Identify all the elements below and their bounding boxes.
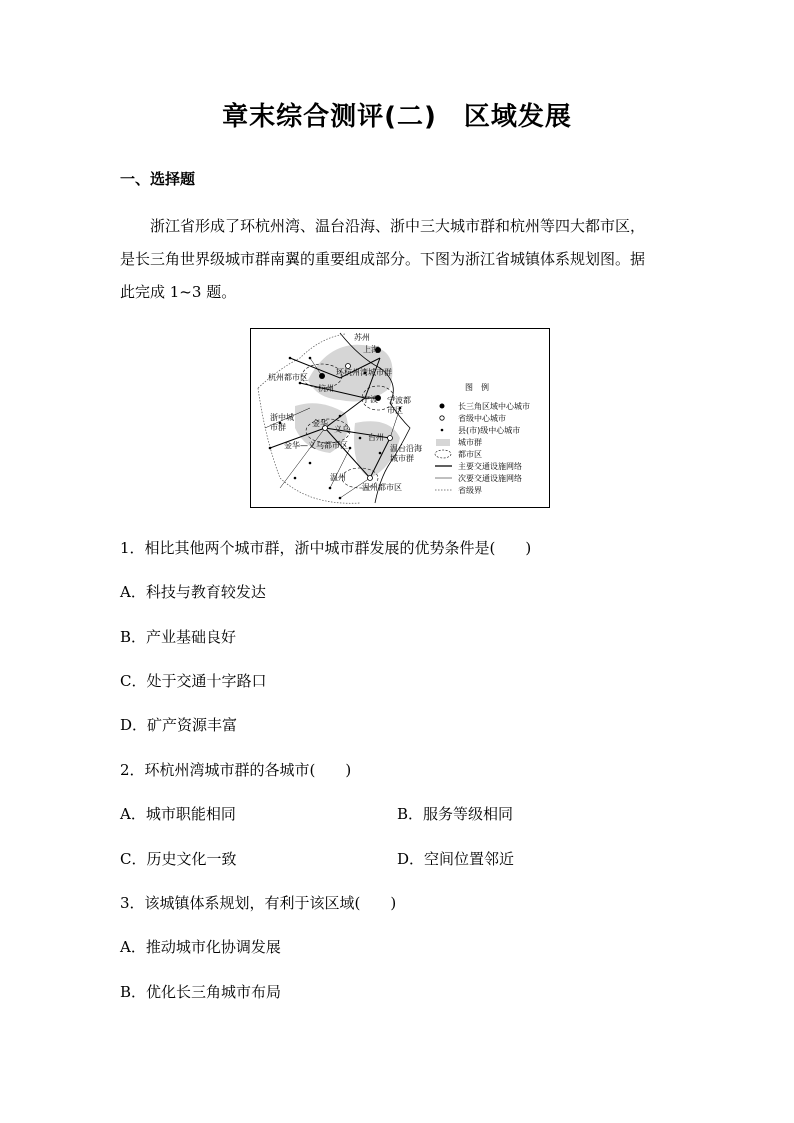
- q2-option-c: C．历史文化一致: [120, 850, 237, 868]
- question-3: 3．该城镇体系规划，有利于该区域( ): [120, 894, 397, 912]
- question-1: 1．相比其他两个城市群，浙中城市群发展的优势条件是( ): [120, 539, 532, 557]
- label-shanghai: 上海: [363, 345, 379, 354]
- label-zhezhong-1: 浙中城: [270, 413, 294, 422]
- q1-option-d: D．矿产资源丰富: [120, 716, 238, 734]
- question-2: 2．环杭州湾城市群的各城市( ): [120, 761, 352, 779]
- label-yiwu: 义乌: [334, 425, 350, 434]
- q1-option-a: A．科技与教育较发达: [120, 583, 266, 601]
- q2-option-a: A．城市职能相同: [120, 805, 236, 823]
- label-hangzhou: 杭州: [318, 384, 334, 393]
- intro-paragraph: [120, 210, 680, 309]
- label-suzhou: 苏州: [354, 333, 370, 342]
- legend-title: 图 例: [465, 383, 489, 392]
- label-zhezhong-2: 市群: [270, 423, 286, 432]
- q1-option-c: C．处于交通十字路口: [120, 672, 267, 690]
- legend-item-1: 省级中心城市: [458, 414, 506, 423]
- label-hangzhou-metro: 杭州都市区: [268, 373, 308, 382]
- legend-item-7: 省级界: [458, 486, 482, 495]
- label-wentai-2: 城市群: [390, 454, 414, 463]
- label-ningbo: 宁波: [362, 395, 378, 404]
- page-title: 章末综合测评(二) 区域发展: [222, 102, 572, 132]
- label-taizhou: 台州: [368, 433, 384, 442]
- label-ningbo-metro-1: 宁波都: [387, 396, 411, 405]
- label-wenzhou-metro: 温州都市区: [362, 483, 402, 492]
- intro-line-1: 浙江省形成了环杭州湾、温台沿海、浙中三大城市群和杭州等四大都市区，: [150, 217, 646, 235]
- label-hangzhou-bay: 环杭州湾城市群: [336, 368, 392, 377]
- legend-item-2: 县(市)级中心城市: [458, 426, 521, 435]
- legend-item-3: 城市群: [458, 438, 482, 447]
- legend-item-4: 都市区: [458, 450, 482, 459]
- legend-item-6: 次要交通设施网络: [458, 474, 522, 483]
- section-heading: 一、选择题: [120, 170, 196, 188]
- label-ningbo-metro-2: 市区: [387, 406, 403, 415]
- zhejiang-urban-system-map: [250, 328, 550, 508]
- legend-item-5: 主要交通设施网络: [458, 462, 522, 471]
- q2-option-b: B．服务等级相同: [397, 805, 514, 823]
- q2-option-d: D．空间位置邻近: [397, 850, 515, 868]
- label-jinyi-metro: 金华—义乌都市区: [284, 441, 348, 450]
- label-jinhua: 金华: [312, 419, 328, 428]
- label-wenzhou: 温州: [330, 473, 346, 482]
- legend-item-0: 长三角区域中心城市: [458, 402, 530, 411]
- intro-line-3: 此完成 1~3 题。: [120, 283, 237, 301]
- intro-line-2: 是长三角世界级城市群南翼的重要组成部分。下图为浙江省城镇体系规划图。据: [120, 250, 646, 268]
- q3-option-b: B．优化长三角城市布局: [120, 983, 282, 1001]
- q1-option-b: B．产业基础良好: [120, 628, 237, 646]
- label-wentai-1: 温台沿海: [390, 444, 422, 453]
- q3-option-a: A．推动城市化协调发展: [120, 938, 281, 956]
